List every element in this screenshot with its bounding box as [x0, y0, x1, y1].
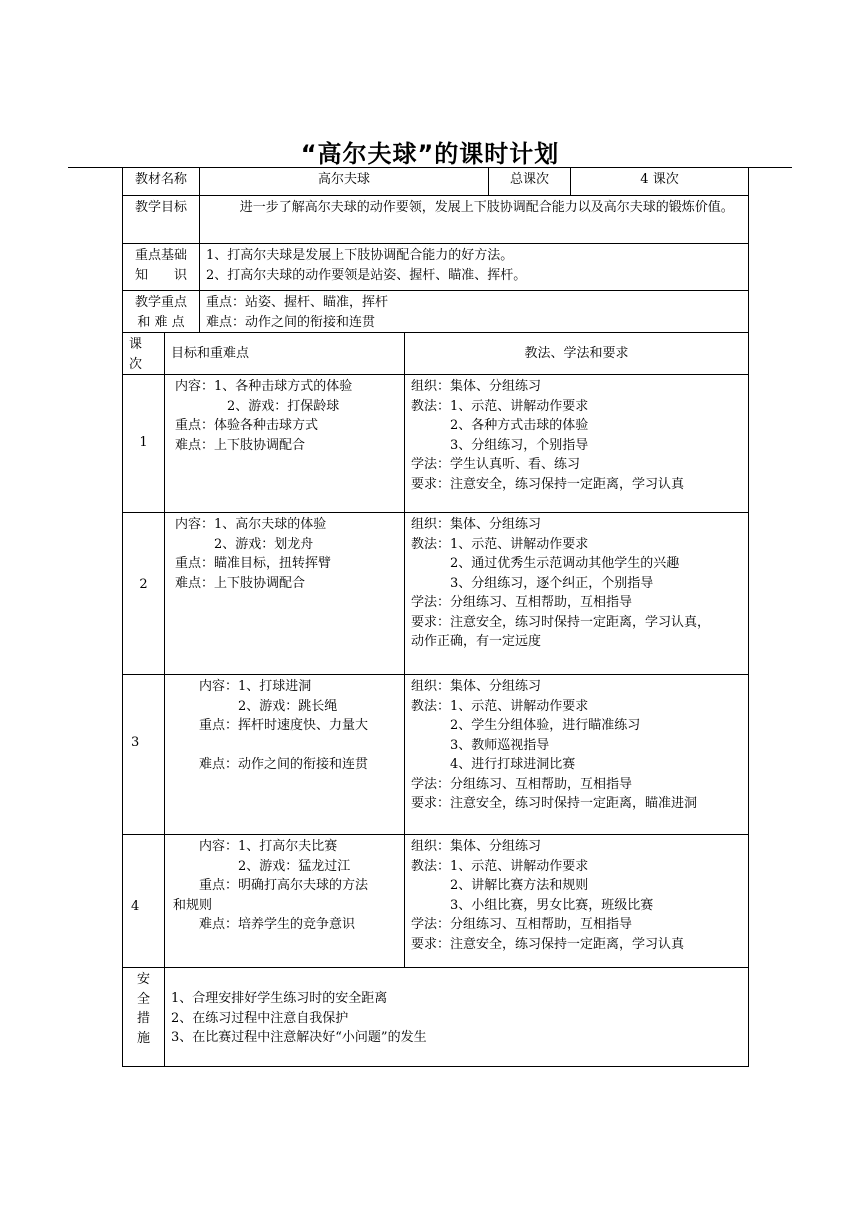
material-value-cell — [199, 167, 488, 195]
safety-label-char: 安 — [136, 972, 150, 987]
basics-line: 1、打高尔夫球是发展上下肢协调配合能力的好方法。 — [206, 248, 514, 263]
col-lesson-label-2: 次 — [129, 356, 143, 372]
lesson-method-line: 2、各种方式击球的体验 — [411, 418, 589, 433]
lesson-method-line: 2、讲解比赛方法和规则 — [411, 878, 589, 893]
lesson-num-cell — [122, 834, 164, 967]
lesson-methods-cell — [404, 512, 748, 674]
keypoints-line: 重点：站姿、握杆、瞄准，挥杆 — [206, 295, 389, 310]
col-goals-label: 目标和重难点 — [171, 346, 250, 361]
lesson-method-line: 教法：1、示范、讲解动作要求 — [411, 698, 589, 714]
goal-label-cell — [122, 195, 199, 243]
lesson-method-line: 教法：1、示范、讲解动作要求 — [411, 536, 589, 552]
lesson-num-cell — [122, 512, 164, 674]
col-methods-header — [404, 332, 748, 374]
lesson-method-line: 要求：注意安全，练习保持一定距离，学习认真 — [411, 476, 685, 492]
safety-text-cell — [164, 967, 748, 1066]
lesson-goals-cell — [164, 834, 404, 967]
safety-line: 1、合理安排好学生练习时的安全距离 — [171, 991, 388, 1006]
lesson-method-line: 要求：注意安全，练习时保持一定距离，瞄准进洞 — [411, 796, 698, 811]
page-title: “高尔夫球”的课时计划 — [300, 140, 560, 168]
lesson-goal-line: 难点：上下肢协调配合 — [175, 575, 306, 591]
lesson-method-line: 教法：1、示范、讲解动作要求 — [411, 858, 589, 874]
keypoints-label-2: 和 难 点 — [137, 314, 185, 330]
lesson-num-cell — [122, 674, 164, 834]
lesson-goal-line: 难点：动作之间的衔接和连贯 — [173, 757, 369, 772]
lesson-goal-line: 难点：上下肢协调配合 — [175, 437, 306, 453]
keypoints-text-cell — [199, 290, 748, 332]
lesson-goal-line: 内容：1、打球进洞 — [173, 679, 312, 694]
basics-label-cell — [122, 243, 199, 290]
lesson-goal-line: 2、游戏：猛龙过江 — [173, 858, 351, 874]
lesson-num-cell — [122, 374, 164, 512]
lesson-methods-cell — [404, 374, 748, 512]
material-value: 高尔夫球 — [317, 172, 370, 187]
lesson-method-line: 组织：集体、分组练习 — [411, 517, 542, 532]
basics-label-1: 重点基础 — [134, 248, 187, 263]
basics-label-2: 知 识 — [134, 267, 187, 283]
total-label: 总课次 — [509, 172, 549, 187]
col-goals-header — [164, 332, 404, 374]
lesson-methods-cell — [404, 834, 748, 967]
keypoints-label-1: 教学重点 — [134, 295, 187, 310]
lesson-num: 4 — [131, 899, 140, 914]
lesson-goal-line — [173, 736, 398, 756]
keypoints-line: 难点：动作之间的衔接和连贯 — [206, 314, 376, 330]
col-methods-label: 教法、学法和要求 — [524, 346, 629, 361]
table-right-border — [748, 167, 749, 1066]
safety-label-char: 措 — [136, 1011, 150, 1026]
lesson-method-line: 教法：1、示范、讲解动作要求 — [411, 398, 589, 414]
lesson-method-line: 学法：分组练习、互相帮助，互相指导 — [411, 776, 633, 792]
lesson-method-line: 组织：集体、分组练习 — [411, 679, 542, 694]
total-label-cell — [488, 167, 570, 195]
lesson-method-line: 3、小组比赛，男女比赛，班级比赛 — [411, 897, 654, 913]
basics-text-cell — [199, 243, 748, 290]
basics-line: 2、打高尔夫球的动作要领是站姿、握杆、瞄准、挥杆。 — [206, 267, 527, 283]
safety-line: 3、在比赛过程中注意解决好“小问题”的发生 — [171, 1030, 427, 1045]
lesson-goal-line: 重点：挥杆时速度快、力量大 — [173, 718, 369, 733]
lesson-goal-line: 重点：体验各种击球方式 — [175, 418, 319, 433]
lesson-goal-line: 难点：培养学生的竞争意识 — [173, 917, 356, 932]
keypoints-label-cell — [122, 290, 199, 332]
lesson-method-line: 3、分组练习，逐个纠正，个别指导 — [411, 575, 654, 591]
lesson-method-line: 2、学生分组体验，进行瞄准练习 — [411, 718, 641, 733]
lesson-method-line: 动作正确，有一定远度 — [411, 634, 542, 649]
lesson-goal-line: 2、游戏：跳长绳 — [173, 698, 338, 714]
lesson-method-line: 组织：集体、分组练习 — [411, 839, 542, 854]
lesson-goal-line: 2、游戏：打保龄球 — [175, 398, 340, 414]
lesson-num: 1 — [139, 435, 148, 450]
lesson-method-line: 学法：分组练习、互相帮助，互相指导 — [411, 917, 633, 932]
goal-label: 教学目标 — [134, 200, 187, 215]
lesson-method-line: 要求：注意安全，练习保持一定距离，学习认真 — [411, 936, 685, 952]
safety-label-char: 施 — [136, 1030, 150, 1046]
material-label-cell — [122, 167, 199, 195]
goal-text-cell — [199, 195, 748, 243]
safety-label-cell — [122, 967, 164, 1066]
lesson-method-line: 要求：注意安全，练习时保持一定距离，学习认真， — [411, 614, 711, 630]
lesson-goal-line: 重点：瞄准目标，扭转挥臂 — [175, 556, 332, 571]
lesson-num: 3 — [131, 735, 140, 750]
lesson-method-line: 4、进行打球进洞比赛 — [411, 757, 576, 772]
lesson-method-line: 3、教师巡视指导 — [411, 737, 550, 753]
safety-line: 2、在练习过程中注意自我保护 — [171, 1010, 349, 1026]
lesson-goal-line: 2、游戏：划龙舟 — [175, 536, 314, 552]
lesson-num: 2 — [139, 577, 148, 592]
lesson-goals-cell — [164, 374, 404, 512]
total-value-cell — [570, 167, 748, 195]
col-lesson-header — [122, 332, 164, 374]
total-value: 4 课次 — [640, 172, 679, 187]
lesson-method-line: 组织：集体、分组练习 — [411, 379, 542, 394]
lesson-method-line: 学法：学生认真听、看、练习 — [411, 457, 581, 472]
lesson-goals-cell — [164, 674, 404, 834]
safety-label-char: 全 — [136, 991, 150, 1007]
lesson-method-line: 3、分组练习，个别指导 — [411, 437, 589, 453]
lesson-goal-line: 重点：明确打高尔夫球的方法 — [173, 878, 369, 893]
table-bottom-border — [122, 1066, 749, 1067]
lesson-goals-cell — [164, 512, 404, 674]
lesson-goal-line: 内容：1、各种击球方式的体验 — [175, 379, 353, 394]
lesson-goal-line: 内容：1、打高尔夫比赛 — [173, 839, 338, 854]
lesson-goal-line: 内容：1、高尔夫球的体验 — [175, 517, 327, 532]
lesson-method-line: 学法：分组练习、互相帮助，互相指导 — [411, 595, 633, 610]
lesson-methods-cell — [404, 674, 748, 834]
col-lesson-label-1: 课 — [129, 337, 143, 352]
lesson-method-line: 2、通过优秀生示范调动其他学生的兴趣 — [411, 556, 680, 571]
material-label: 教材名称 — [134, 172, 187, 187]
goal-text: 进一步了解高尔夫球的动作要领，发展上下肢协调配合能力以及高尔夫球的锻炼价值。 — [239, 200, 734, 215]
lesson-goal-line: 和规则 — [173, 897, 213, 913]
